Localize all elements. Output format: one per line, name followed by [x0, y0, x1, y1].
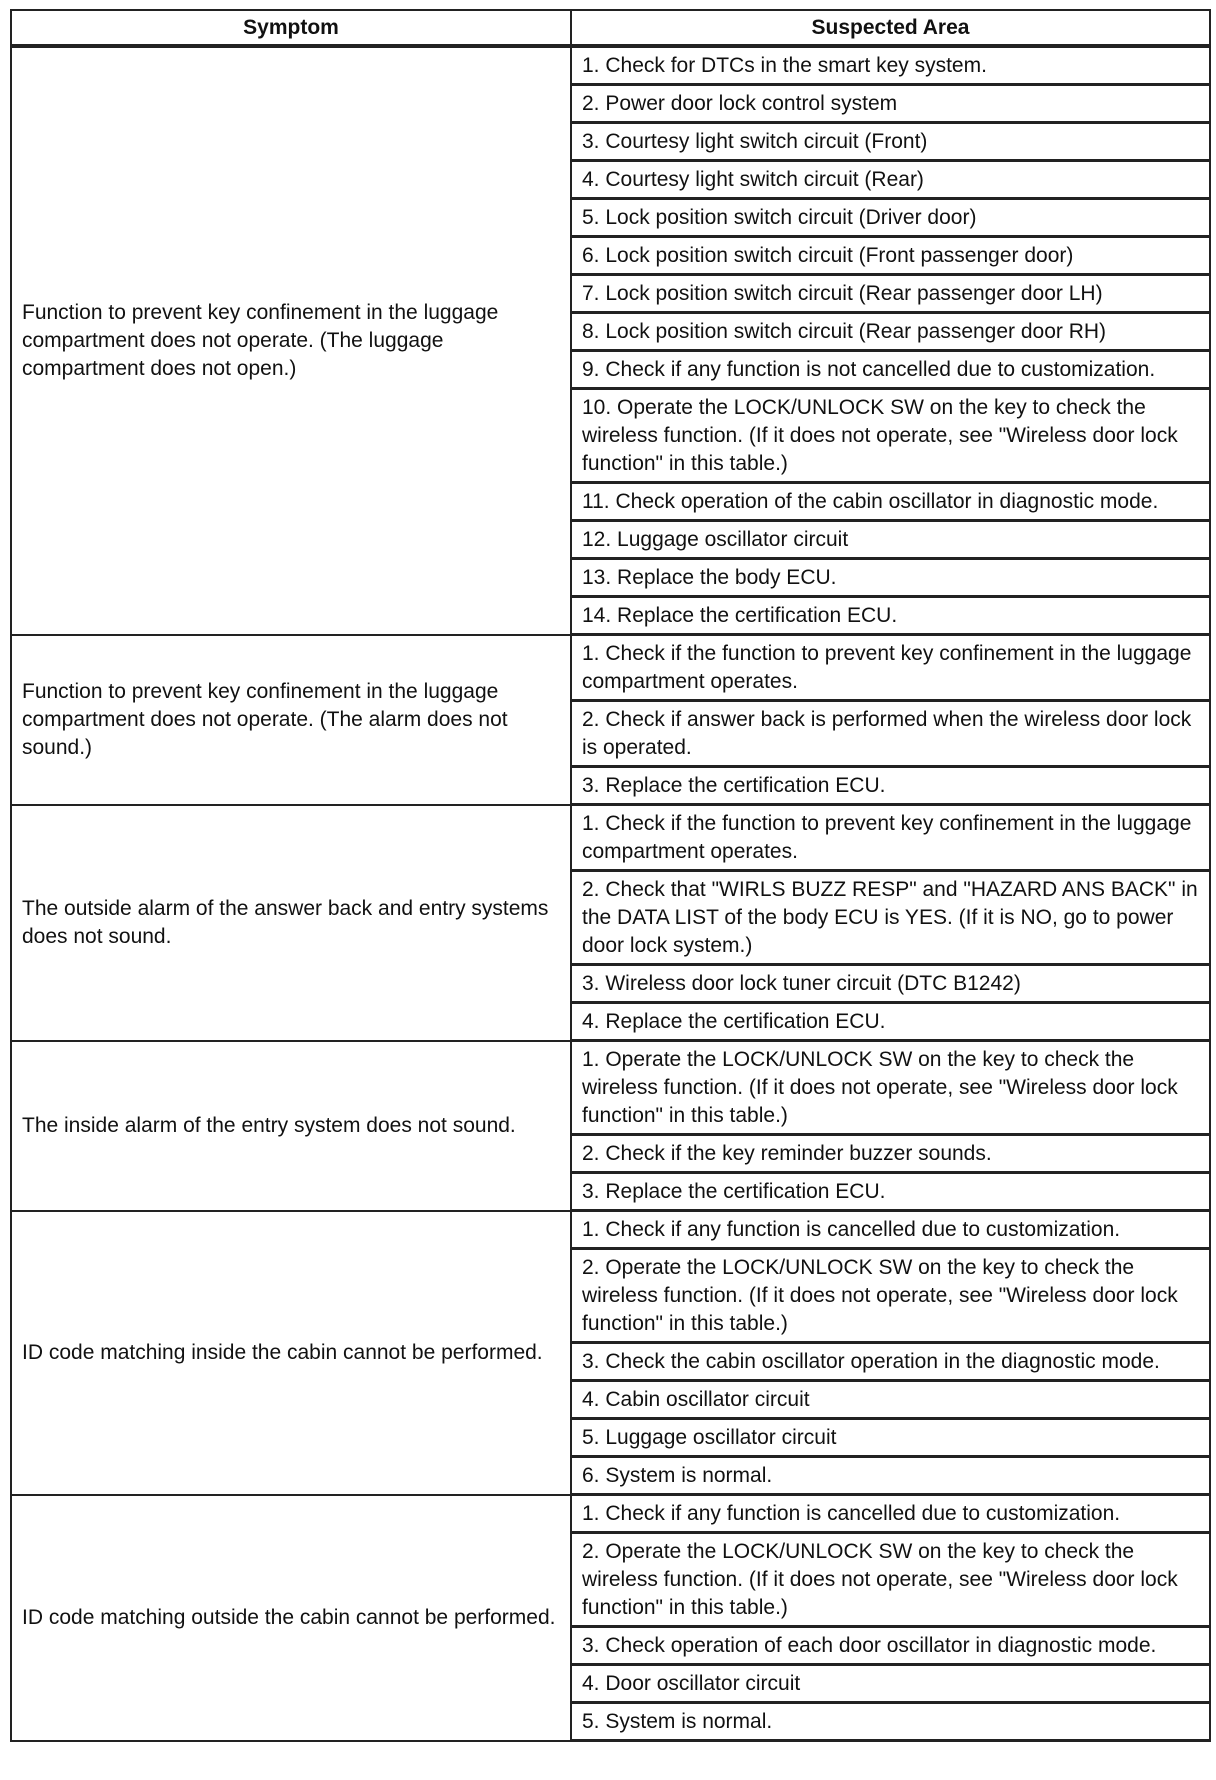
suspected-area-cell: 2. Operate the LOCK/UNLOCK SW on the key to check the wireless function. (If it does not operate, see "Wireless door lock function" in this table.) — [571, 1533, 1210, 1627]
symptom-cell: ID code matching outside the cabin cannot be performed. — [11, 1495, 571, 1741]
suspected-area-cell: 1. Operate the LOCK/UNLOCK SW on the key to check the wireless function. (If it does not operate, see "Wireless door lock function" in this table.) — [571, 1041, 1210, 1135]
suspected-area-cell: 5. Luggage oscillator circuit — [571, 1419, 1210, 1457]
suspected-area-cell: 2. Check that "WIRLS BUZZ RESP" and "HAZARD ANS BACK" in the DATA LIST of the body ECU is YES. (If it is NO, go to power door lock system.) — [571, 871, 1210, 965]
table-row — [11, 1495, 1210, 1533]
suspected-area-cell: 10. Operate the LOCK/UNLOCK SW on the key to check the wireless function. (If it does not operate, see "Wireless door lock function" in this table.) — [571, 389, 1210, 483]
suspected-area-cell: 3. Replace the certification ECU. — [571, 767, 1210, 805]
suspected-area-cell: 1. Check if any function is cancelled due to customization. — [571, 1211, 1210, 1249]
suspected-area-cell: 2. Operate the LOCK/UNLOCK SW on the key to check the wireless function. (If it does not operate, see "Wireless door lock function" in this table.) — [571, 1249, 1210, 1343]
suspected-area-cell: 4. Replace the certification ECU. — [571, 1003, 1210, 1041]
suspected-area-cell: 2. Power door lock control system — [571, 85, 1210, 123]
header-row — [11, 10, 1210, 46]
suspected-area-cell: 7. Lock position switch circuit (Rear passenger door LH) — [571, 275, 1210, 313]
table-row — [11, 1041, 1210, 1135]
suspected-area-cell: 5. System is normal. — [571, 1703, 1210, 1741]
suspected-area-cell: 11. Check operation of the cabin oscillator in diagnostic mode. — [571, 483, 1210, 521]
suspected-area-cell: 1. Check for DTCs in the smart key system. — [571, 46, 1210, 85]
suspected-area-cell: 4. Door oscillator circuit — [571, 1665, 1210, 1703]
troubleshooting-table-sheet — [10, 9, 1209, 1742]
suspected-area-cell: 3. Replace the certification ECU. — [571, 1173, 1210, 1211]
suspected-area-cell: 1. Check if any function is cancelled due to customization. — [571, 1495, 1210, 1533]
symptom-cell: ID code matching inside the cabin cannot be performed. — [11, 1211, 571, 1495]
table-row — [11, 46, 1210, 85]
symptom-cell: Function to prevent key confinement in the luggage compartment does not operate. (The alarm does not sound.) — [11, 635, 571, 805]
symptom-cell: The outside alarm of the answer back and entry systems does not sound. — [11, 805, 571, 1041]
table-row — [11, 1211, 1210, 1249]
suspected-area-cell: 3. Courtesy light switch circuit (Front) — [571, 123, 1210, 161]
suspected-area-cell: 3. Check the cabin oscillator operation in the diagnostic mode. — [571, 1343, 1210, 1381]
suspected-area-cell: 2. Check if answer back is performed when the wireless door lock is operated. — [571, 701, 1210, 767]
suspected-area-cell: 13. Replace the body ECU. — [571, 559, 1210, 597]
suspected-area-cell: 4. Courtesy light switch circuit (Rear) — [571, 161, 1210, 199]
suspected-area-cell: 6. Lock position switch circuit (Front passenger door) — [571, 237, 1210, 275]
suspected-area-cell: 9. Check if any function is not cancelled due to customization. — [571, 351, 1210, 389]
table-row — [11, 635, 1210, 701]
suspected-area-cell: 12. Luggage oscillator circuit — [571, 521, 1210, 559]
suspected-area-cell: 2. Check if the key reminder buzzer sounds. — [571, 1135, 1210, 1173]
suspected-area-cell: 8. Lock position switch circuit (Rear passenger door RH) — [571, 313, 1210, 351]
table-row — [11, 805, 1210, 871]
symptom-column-header: Symptom — [11, 10, 571, 46]
table-body — [11, 46, 1210, 1741]
suspected-area-cell: 1. Check if the function to prevent key confinement in the luggage compartment operates. — [571, 805, 1210, 871]
suspected-area-column-header: Suspected Area — [571, 10, 1210, 46]
symptom-cell: Function to prevent key confinement in the luggage compartment does not operate. (The luggage compartment does not open.) — [11, 46, 571, 635]
symptom-cell: The inside alarm of the entry system does not sound. — [11, 1041, 571, 1211]
symptom-table — [10, 9, 1211, 1742]
suspected-area-cell: 6. System is normal. — [571, 1457, 1210, 1495]
suspected-area-cell: 4. Cabin oscillator circuit — [571, 1381, 1210, 1419]
suspected-area-cell: 1. Check if the function to prevent key confinement in the luggage compartment operates. — [571, 635, 1210, 701]
suspected-area-cell: 5. Lock position switch circuit (Driver door) — [571, 199, 1210, 237]
suspected-area-cell: 3. Check operation of each door oscillator in diagnostic mode. — [571, 1627, 1210, 1665]
suspected-area-cell: 3. Wireless door lock tuner circuit (DTC B1242) — [571, 965, 1210, 1003]
suspected-area-cell: 14. Replace the certification ECU. — [571, 597, 1210, 635]
